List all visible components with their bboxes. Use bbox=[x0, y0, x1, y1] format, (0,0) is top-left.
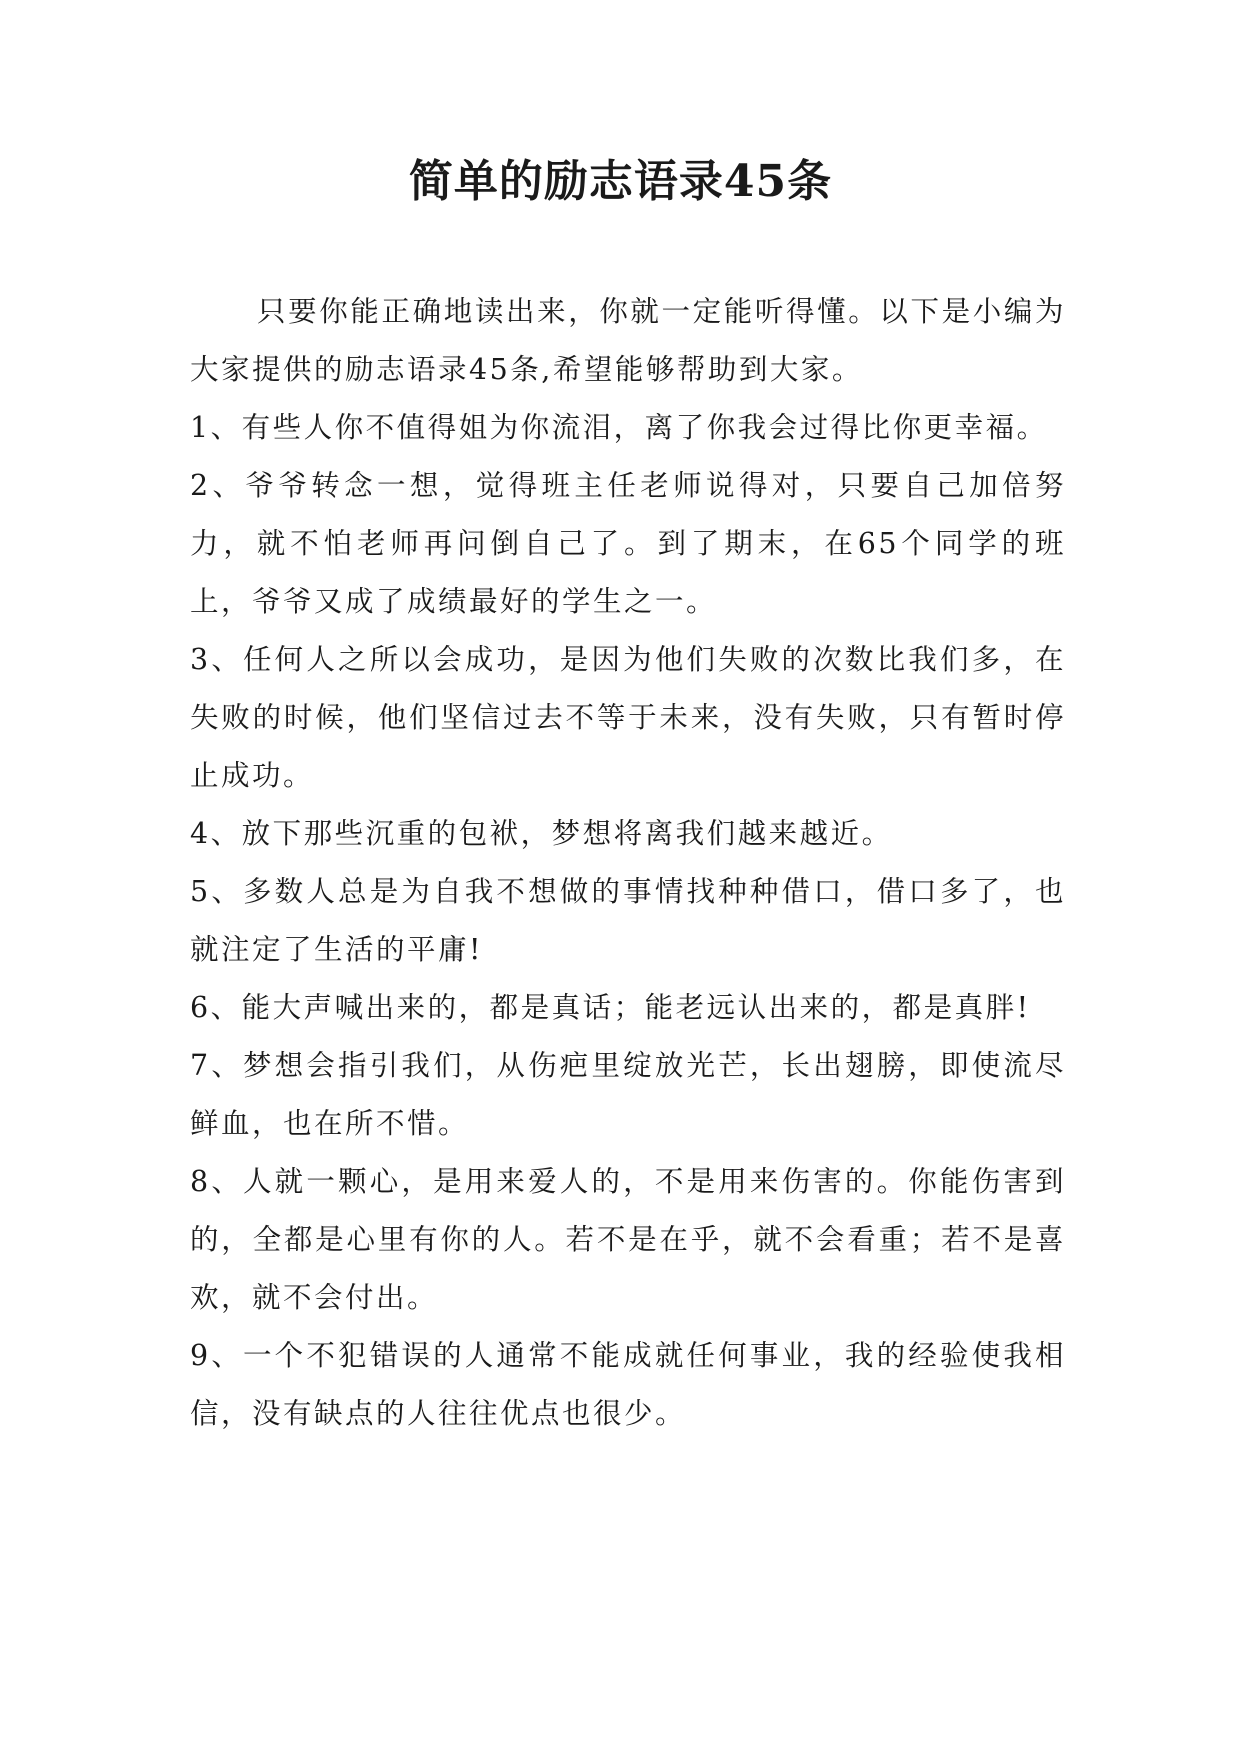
document-body bbox=[190, 283, 1066, 1443]
quote-item-4: 4、放下那些沉重的包袱，梦想将离我们越来越近。 bbox=[190, 817, 893, 850]
quote-item-1: 1、有些人你不值得姐为你流泪，离了你我会过得比你更幸福。 bbox=[190, 411, 1048, 444]
quote-item-7: 7、梦想会指引我们，从伤疤里绽放光芒，长出翅膀，即使流尽鲜血，也在所不惜。 bbox=[190, 1049, 1066, 1140]
quote-item-5: 5、多数人总是为自我不想做的事情找种种借口，借口多了，也就注定了生活的平庸! bbox=[190, 875, 1066, 966]
document-title: 简单的励志语录45条 bbox=[408, 156, 833, 207]
quote-item-9: 9、一个不犯错误的人通常不能成就任何事业，我的经验使我相信，没有缺点的人往往优点也很少。 bbox=[190, 1339, 1066, 1430]
quote-item-3: 3、任何人之所以会成功，是因为他们失败的次数比我们多，在失败的时候，他们坚信过去不等于未来，没有失败，只有暂时停止成功。 bbox=[190, 643, 1066, 792]
quote-item-2: 2、爷爷转念一想，觉得班主任老师说得对，只要自己加倍努力，就不怕老师再问倒自己了。到了期末，在65个同学的班上，爷爷又成了成绩最好的学生之一。 bbox=[190, 469, 1066, 618]
quote-item-6: 6、能大声喊出来的，都是真话；能老远认出来的，都是真胖! bbox=[190, 991, 1031, 1024]
intro-paragraph: 只要你能正确地读出来，你就一定能听得懂。以下是小编为大家提供的励志语录45条,希望能够帮助到大家。 bbox=[190, 295, 1066, 386]
quote-item-8: 8、人就一颗心，是用来爱人的，不是用来伤害的。你能伤害到的，全都是心里有你的人。若不是在乎，就不会看重；若不是喜欢，就不会付出。 bbox=[190, 1165, 1066, 1314]
